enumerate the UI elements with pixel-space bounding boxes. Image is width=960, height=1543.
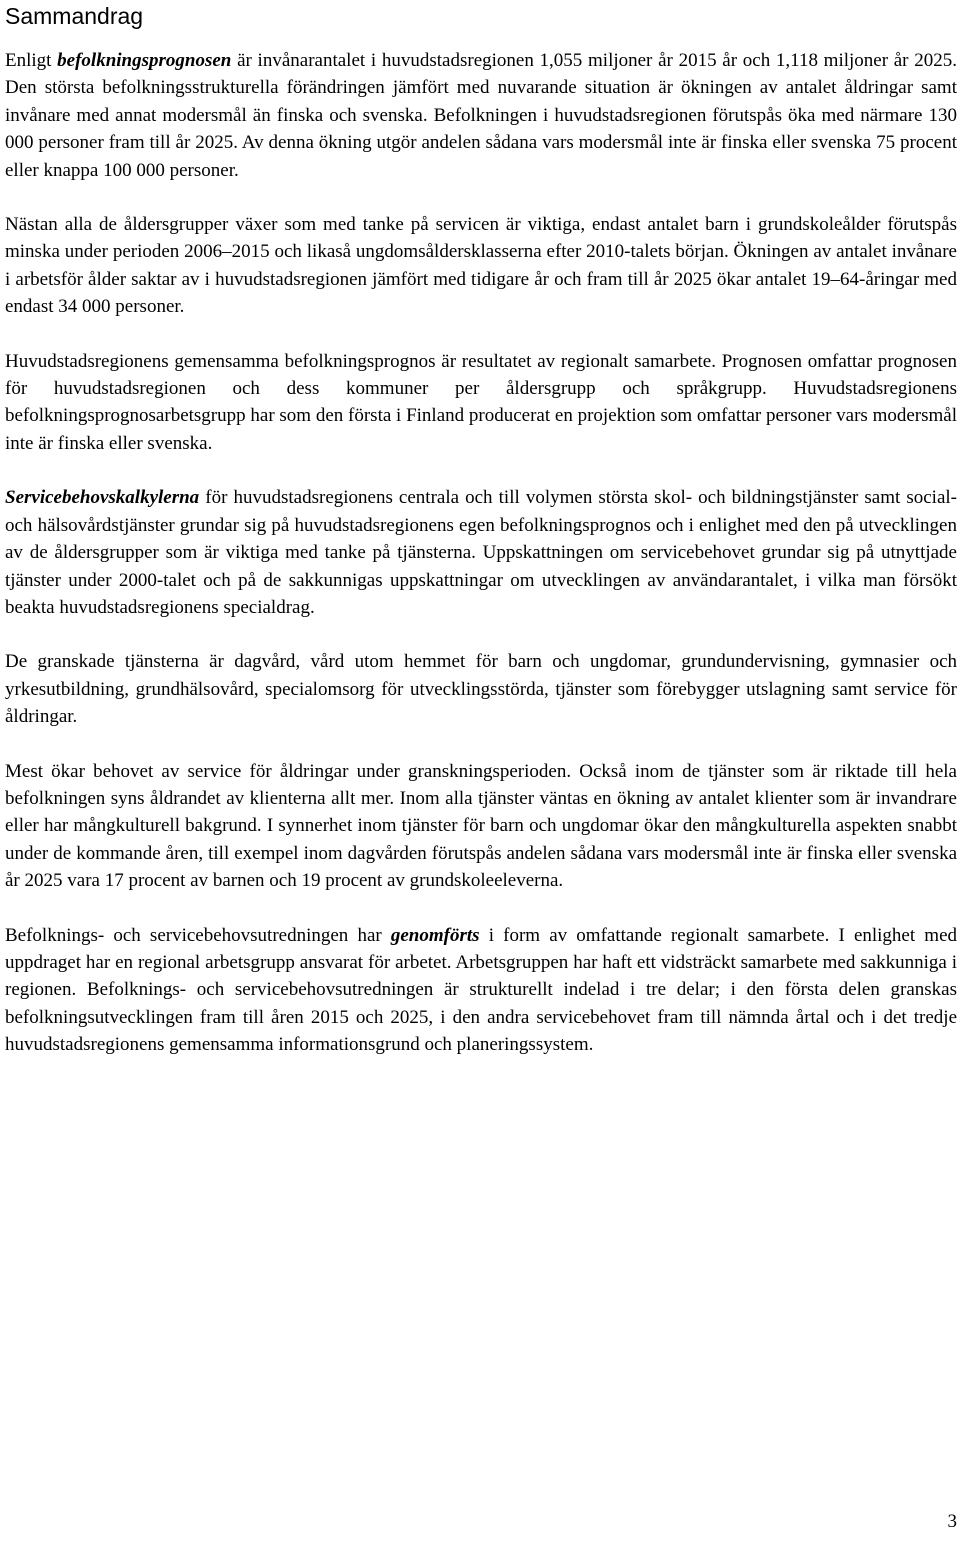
emphasis-term: genomförts [390, 924, 480, 946]
paragraph-servicebehovskalkyler [5, 484, 957, 621]
paragraph-text: Befolknings- och servicebehovsutredningen har [5, 924, 391, 946]
paragraph-text: för huvudstadsregionens centrala och till volymen största skol- och bildningstjänster samt social- och hälsovårdstjänster grundar sig på huvudstadsregionens egen befolkningsprognos och i enlighet med den på utvecklingen av de åldersgrupper som är viktiga med tanke på tjänsterna. Uppskattningen om servicebehovet grundar sig på utnyttjade tjänster under 2000-talet och på de sakkunnigas uppskattningar om utvecklingen av användarantalet, i vilka man försökt beakta huvudstadsregionens specialdrag. [5, 487, 957, 618]
paragraph-text: i form av omfattande regionalt samarbete. I enlighet med uppdraget har en regional arbetsgrupp ansvarat för arbetet. Arbetsgruppen har haft ett vidsträckt samarbete med sakkunniga i regionen. Befolknings- och servicebehovsutredningen är strukturellt indelad i tre delar; i den första delen granskas befolkningsutvecklingen fram till åren 2015 och 2025, i den andra servicebehovet fram till nämnda årtal och i det tredje huvudstadsregionens gemensamma informationsgrund och planeringssystem. [5, 924, 958, 1056]
paragraph-text: Enligt [5, 50, 58, 71]
emphasis-term: Servicebehovskalkylerna [5, 487, 200, 509]
paragraph-utredningen [5, 922, 957, 1059]
emphasis-term: befolkningsprognosen [57, 50, 232, 71]
paragraph-aldersgrupper: Nästan alla de åldersgrupper växer som med tanke på servicen är viktiga, endast antalet barn i grundskoleålder förutspås minska under perioden 2006–2015 och likaså ungdomsåldersklasserna efter 2010-talets början. Ökningen av antalet invånare i arbetsför ålder saktar av i huvudstadsregionen jämfört med tidigare år och fram till år 2025 ökar antalet 19–64-åringar med endast 34 000 personer. [5, 214, 957, 318]
paragraph-text: är invånarantalet i huvudstadsregionen 1,055 miljoner år 2015 år och 1,118 miljoner år 2025. Den största befolkningsstrukturella förändringen jämfört med nuvarande situation är ökningen av antalet åldringar samt invånare med annat modersmål än finska och svenska. Befolkningen i huvudstadsregionen förutspås öka med närmare 130 000 personer fram till år 2025. Av denna ökning utgör andelen sådana vars modersmål inte är finska eller svenska 75 procent eller knappa 100 000 personer. [5, 50, 957, 181]
page-title: Sammandrag [5, 3, 144, 29]
paragraph-service-for-aldringar: Mest ökar behovet av service för åldringar under granskningsperioden. Också inom de tjänster som är riktade till hela befolkningen syns åldrandet av klienterna allt mer. Inom alla tjänster väntas en ökning av antalet klienter som är invandrare eller har mångkulturell bakgrund. I synnerhet inom tjänster för barn och ungdomar ökar den mångkulturella aspekten snabbt under de kommande åren, till exempel inom dagvården förutspås andelen sådana vars modersmål inte är finska eller svenska år 2025 vara 17 procent av barnen och 19 procent av grundskoleeleverna. [5, 760, 957, 892]
page-number: 3 [947, 1511, 957, 1532]
paragraph-granskade-tjanster: De granskade tjänsterna är dagvård, vård utom hemmet för barn och ungdomar, grundundervisning, gymnasier och yrkesutbildning, grundhälsovård, specialomsorg för utvecklingsstörda, tjänster som förebygger utslagning samt service för åldringar. [5, 651, 957, 728]
paragraph-befolkningsprognos [5, 47, 957, 184]
paragraph-samarbete: Huvudstadsregionens gemensamma befolkningsprognos är resultatet av regionalt samarbete. Prognosen omfattar prognosen för huvudstadsregionen och dess kommuner per åldersgrupp och språkgrupp. Huvudstadsregionens befolkningsprognosarbetsgrupp har som den första i Finland producerat en projektion som omfattar personer vars modersmål inte är finska eller svenska. [5, 350, 957, 454]
document-page [5, 0, 957, 1059]
